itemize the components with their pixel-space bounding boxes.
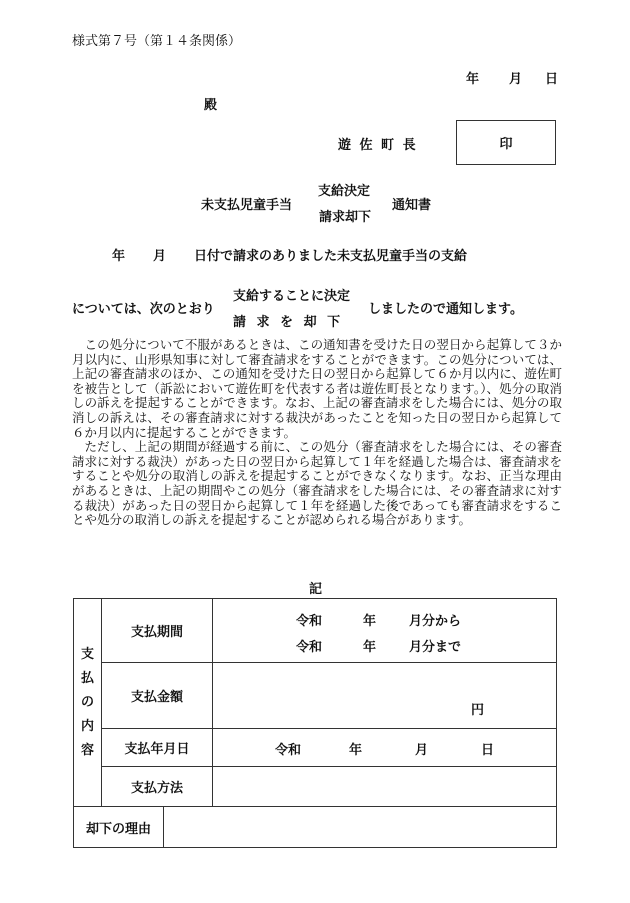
title-prefix: 未支払児童手当 xyxy=(201,198,293,213)
ki-heading: 記 xyxy=(309,582,323,597)
date-day-label: 日 xyxy=(545,72,559,87)
period-to-era: 令和 xyxy=(296,640,323,655)
intro-option-grant: 支給することに決定 xyxy=(233,289,351,304)
notice-paragraph-1: この処分について不服があるときは、この通知書を受けた日の翌日から起算して３か月以内に、山形県知事に対して審査請求をすることができます。この処分については、上記の審査請求のほか、この通知を受けた日の翌日から起算して６か月以内に、遊佐町を被告として（訴訟において遊佐町を代表する者は遊佐町長となります。）、処分の取消しの訴えを提起することができます。なお、上記の審査請求をした場合には、処分の取消しの訴えは、その審査請求に対する裁決があったことを知った日の翌日から起算して６か月以内に提起することができます。 xyxy=(72,337,562,440)
rejection-label: 却下の理由 xyxy=(74,807,164,847)
title-option-grant: 支給決定 xyxy=(318,184,371,199)
intro-option-reject: 請 求 を 却 下 xyxy=(233,315,344,330)
method-value-cell[interactable] xyxy=(213,767,557,807)
payment-detail-table xyxy=(73,598,557,848)
addressee-suffix: 殿 xyxy=(204,98,218,113)
group-label-cell xyxy=(74,599,102,807)
intro-line1-text: 日付で請求のありました未支払児童手当の支給 xyxy=(194,249,468,264)
period-from-year: 年 xyxy=(363,614,377,629)
payment-date-era: 令和 xyxy=(275,743,302,758)
period-label: 支払期間 xyxy=(102,599,213,663)
amount-value-cell[interactable] xyxy=(213,663,557,729)
intro-line2-prefix: については、次のとおり xyxy=(72,302,215,317)
notice-text xyxy=(72,338,562,528)
method-label: 支払方法 xyxy=(102,767,213,807)
date-year-label: 年 xyxy=(466,72,480,87)
group-label-char: 支 xyxy=(80,646,94,662)
issuer-name: 遊 佐 町 長 xyxy=(338,138,418,153)
period-to-year: 年 xyxy=(363,640,377,655)
period-value-cell[interactable] xyxy=(213,599,557,663)
seal-label: 印 xyxy=(499,137,513,152)
form-number: 様式第７号（第１４条関係） xyxy=(72,34,242,49)
rejection-value-cell[interactable] xyxy=(164,807,556,847)
period-to-month: 月分まで xyxy=(409,640,462,655)
seal-box xyxy=(456,120,556,165)
payment-date-month: 月 xyxy=(415,743,429,758)
period-from-era: 令和 xyxy=(296,614,323,629)
title-suffix: 通知書 xyxy=(392,198,432,213)
date-month-label: 月 xyxy=(509,72,523,87)
group-label-char: 内 xyxy=(80,718,94,734)
notice-paragraph-2: ただし、上記の期間が経過する前に、この処分（審査請求をした場合には、その審査請求に対する裁決）があった日の翌日から起算して１年を経過した場合は、審査請求をすることや処分の取消しの訴えを提起することができなくなります。なお、正当な理由があるときは、上記の期間やこの処分（審査請求をした場合には、その審査請求に対する裁決）があった日の翌日から起算して１年を経過した後であっても審査請求をすることや処分の取消しの訴えを提起することが認められる場合があります。 xyxy=(72,439,562,528)
payment-date-label: 支払年月日 xyxy=(102,729,213,767)
group-label-char: 払 xyxy=(80,670,94,686)
payment-date-day: 日 xyxy=(481,743,495,758)
intro-line2-suffix: しましたので通知します。 xyxy=(368,302,523,317)
group-label-char: の xyxy=(80,694,94,710)
payment-date-year: 年 xyxy=(349,743,363,758)
title-option-reject: 請求却下 xyxy=(319,210,372,225)
amount-unit: 円 xyxy=(471,703,485,718)
period-from-month: 月分から xyxy=(409,614,462,629)
amount-label: 支払金額 xyxy=(102,663,213,729)
group-label-char: 容 xyxy=(80,742,94,758)
payment-date-value-cell[interactable] xyxy=(213,729,557,767)
rejection-row xyxy=(74,807,557,848)
intro-year-label: 年 xyxy=(112,249,126,264)
intro-month-label: 月 xyxy=(153,249,167,264)
